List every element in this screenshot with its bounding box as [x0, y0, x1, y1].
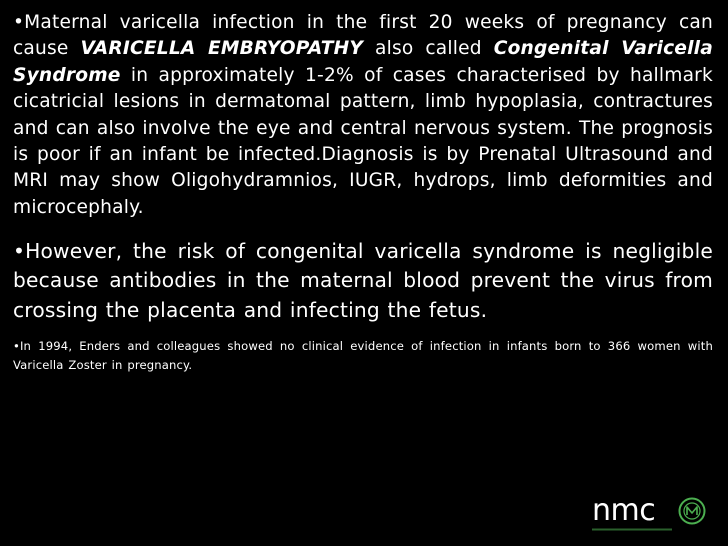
nmc-emblem-icon [678, 497, 706, 525]
paragraph-risk-negligible: •However, the risk of congenital varicella syndrome is negligible because antibodies in the maternal blood prevent the virus from crossing the placenta and infecting the fetus. [13, 239, 713, 322]
slide-content [13, 10, 713, 375]
paragraph-1-text-c: in approximately 1-2% of cases characterised by hallmark cicatricial lesions in dermatomal pattern, limb hypoplasia, contractures and can also involve the eye and central nervous system. The prognosis is poor if an infant be infected.Diagnosis is by Prenatal Ultrasound and MRI may show Oligohydramnios, IUGR, hydrops, limb deformities and microcephaly. [13, 64, 713, 218]
paragraph-varicella-embryopathy [13, 10, 713, 221]
term-congenital-varicella-syndrome: Congenital Varicella Syndrome [13, 38, 713, 86]
paragraph-enders-study: •In 1994, Enders and colleagues showed no clinical evidence of infection in infants born to 366 women with Varicella Zoster in pregnancy. [13, 338, 713, 372]
paragraph-1-text-a: •Maternal varicella infection in the first 20 weeks of pregnancy can cause [13, 12, 713, 60]
nmc-logo [592, 493, 710, 536]
term-varicella-embryopathy: VARICELLA EMBRYOPATHY [80, 38, 364, 60]
logo-tagline-strip [592, 528, 710, 531]
logo-text: nmc [592, 493, 656, 528]
paragraph-1-text-b: also called [363, 38, 494, 60]
